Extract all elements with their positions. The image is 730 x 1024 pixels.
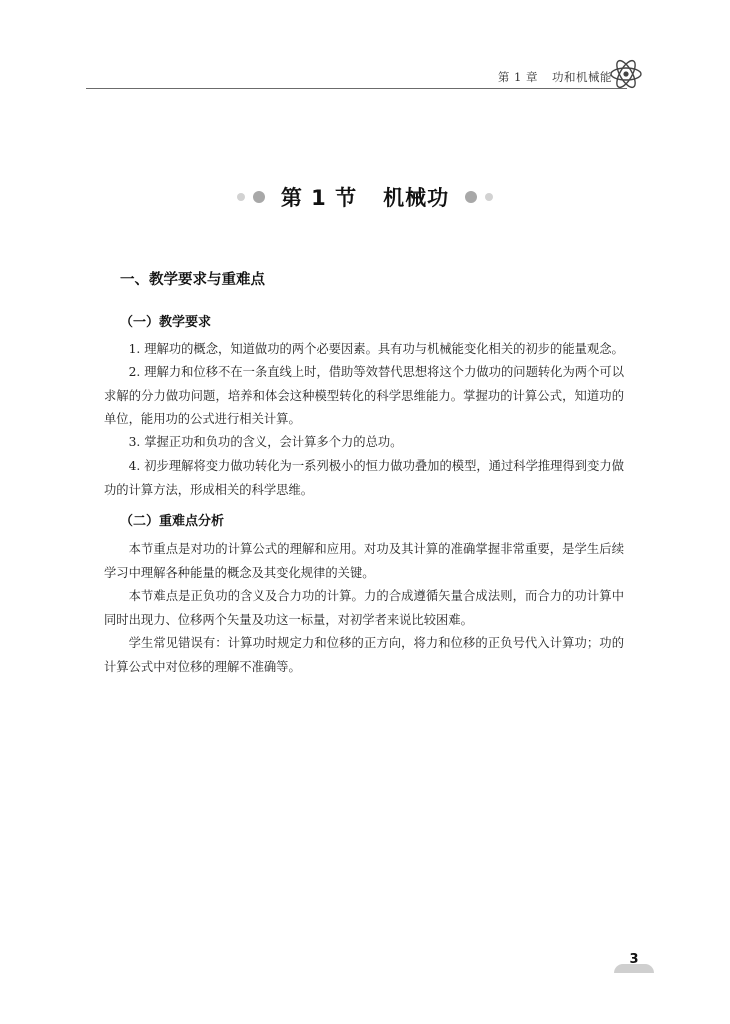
decor-dot [465, 191, 477, 203]
heading-teaching-requirements-and-difficulties: 一、教学要求与重难点 [120, 272, 265, 288]
decor-dot [253, 191, 265, 203]
section-number: 第 1 节 [280, 186, 358, 210]
header-rule [86, 88, 627, 89]
section-title [0, 182, 730, 218]
atom-icon [608, 56, 644, 92]
requirement-item: 4. 初步理解将变力做功转化为一系列极小的恒力做功叠加的模型，通过科学推理得到变力做功的计算方法，形成相关的科学思维。 [104, 459, 624, 497]
running-header [0, 62, 730, 92]
header-text [498, 69, 612, 85]
heading-key-difficulty-analysis: （二）重难点分析 [120, 514, 225, 529]
page-number-value: 3 [629, 952, 639, 967]
decor-dot [485, 193, 493, 201]
requirement-item: 1. 理解功的概念，知道做功的两个必要因素。具有功与机械能变化相关的初步的能量观念。 [128, 342, 624, 356]
analysis-paragraph: 本节难点是正负功的含义及合力功的计算。力的合成遵循矢量合成法则，而合力的功计算中同时出现力、位移两个矢量及功这一标量，对初学者来说比较困难。 [104, 589, 624, 627]
requirement-item: 2. 理解力和位移不在一条直线上时，借助等效替代思想将这个力做功的问题转化为两个可以求解的分力做功问题，培养和体会这种模型转化的科学思维能力。掌握功的计算公式，知道功的单位，能用功的公式进行相关计算。 [104, 365, 624, 426]
requirement-item: 3. 掌握正功和负功的含义，会计算多个力的总功。 [128, 435, 403, 449]
section-heading [281, 182, 449, 212]
chapter-number: 第 1 章 [497, 70, 538, 84]
chapter-title: 功和机械能 [552, 70, 612, 84]
heading-teaching-requirements: （一）教学要求 [120, 315, 212, 330]
analysis-paragraph: 本节重点是对功的计算公式的理解和应用。对功及其计算的准确掌握非常重要，是学生后续学习中理解各种能量的概念及其变化规律的关键。 [104, 542, 624, 580]
page-number [620, 954, 648, 970]
section-name: 机械功 [383, 186, 450, 210]
decor-dot [237, 193, 245, 201]
analysis-paragraph: 学生常见错误有：计算功时规定力和位移的正方向，将力和位移的正负号代入计算功；功的计算公式中对位移的理解不准确等。 [104, 636, 624, 674]
